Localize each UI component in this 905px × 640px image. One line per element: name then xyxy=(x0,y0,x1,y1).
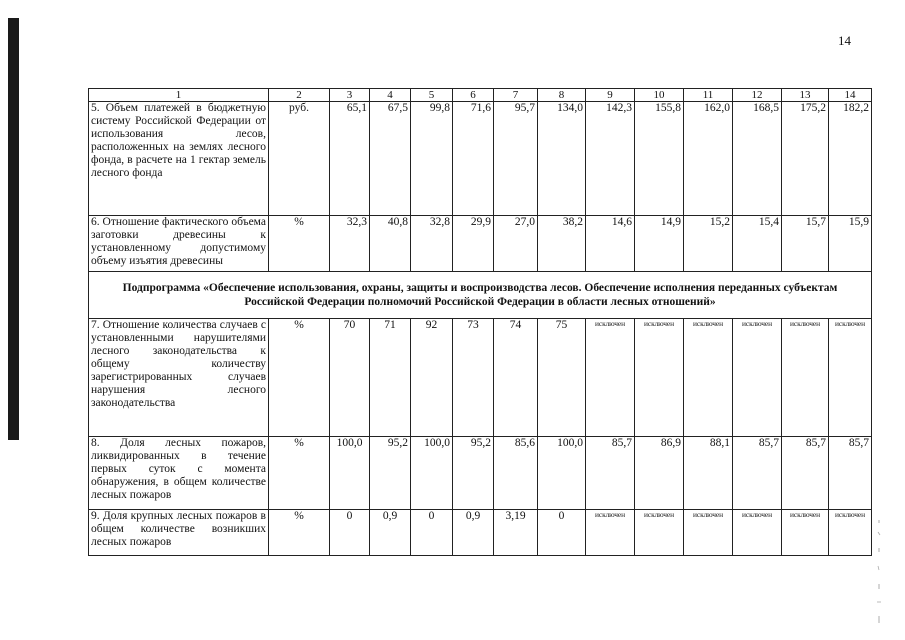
column-number: 11 xyxy=(684,89,733,102)
value-cell: 85,6 xyxy=(494,437,538,510)
value-cell: 27,0 xyxy=(494,216,538,272)
value-cell: 85,7 xyxy=(782,437,829,510)
value-cell: 0,9 xyxy=(370,510,411,556)
column-number: 10 xyxy=(635,89,684,102)
unit-cell: руб. xyxy=(269,102,330,216)
value-cell: 182,2 xyxy=(829,102,872,216)
value-cell: 85,7 xyxy=(586,437,635,510)
value-cell: 175,2 xyxy=(782,102,829,216)
value-cell: 0,9 xyxy=(453,510,494,556)
value-cell: исключен xyxy=(586,319,635,437)
value-cell: 95,2 xyxy=(370,437,411,510)
subprogram-row xyxy=(89,272,872,319)
value-cell: 71,6 xyxy=(453,102,494,216)
value-cell: 0 xyxy=(411,510,453,556)
scan-edge-bar xyxy=(8,18,19,440)
value-cell: 168,5 xyxy=(733,102,782,216)
value-cell: 29,9 xyxy=(453,216,494,272)
unit-cell: % xyxy=(269,510,330,556)
value-cell: 134,0 xyxy=(538,102,586,216)
table-row xyxy=(89,319,872,437)
value-cell: исключен xyxy=(782,510,829,556)
value-cell: 32,8 xyxy=(411,216,453,272)
value-cell: 70 xyxy=(330,319,370,437)
indicator-name: 6. Отношение фактического объема заготовки древесины к установленному допустимому объему изъятия древесины xyxy=(89,216,269,272)
value-cell: 100,0 xyxy=(330,437,370,510)
value-cell: 92 xyxy=(411,319,453,437)
value-cell: исключен xyxy=(684,319,733,437)
value-cell: исключен xyxy=(733,510,782,556)
subprogram-title: Подпрограмма «Обеспечение использования, охраны, защиты и воспроизводства лесов. Обеспечение исполнения переданных субъектам Российской Федерации полномочий Российской Федерации в области лесных отношений» xyxy=(89,272,872,319)
unit-cell: % xyxy=(269,437,330,510)
value-cell: 100,0 xyxy=(411,437,453,510)
value-cell: 85,7 xyxy=(733,437,782,510)
column-number: 6 xyxy=(453,89,494,102)
value-cell: 38,2 xyxy=(538,216,586,272)
table-row xyxy=(89,510,872,556)
value-cell: исключен xyxy=(635,510,684,556)
value-cell: 32,3 xyxy=(330,216,370,272)
value-cell: 162,0 xyxy=(684,102,733,216)
column-number: 5 xyxy=(411,89,453,102)
value-cell: 0 xyxy=(330,510,370,556)
column-number: 4 xyxy=(370,89,411,102)
value-cell: 15,9 xyxy=(829,216,872,272)
value-cell: 14,6 xyxy=(586,216,635,272)
table-row xyxy=(89,437,872,510)
value-cell: 100,0 xyxy=(538,437,586,510)
value-cell: 15,7 xyxy=(782,216,829,272)
column-number-row xyxy=(89,89,872,102)
value-cell: исключен xyxy=(733,319,782,437)
value-cell: 155,8 xyxy=(635,102,684,216)
column-number: 1 xyxy=(89,89,269,102)
value-cell: 0 xyxy=(538,510,586,556)
column-number: 3 xyxy=(330,89,370,102)
value-cell: 3,19 xyxy=(494,510,538,556)
table-row xyxy=(89,216,872,272)
table-row xyxy=(89,102,872,216)
value-cell: 40,8 xyxy=(370,216,411,272)
scan-noise-marks xyxy=(876,520,882,625)
value-cell: исключен xyxy=(635,319,684,437)
value-cell: 95,2 xyxy=(453,437,494,510)
value-cell: 71 xyxy=(370,319,411,437)
column-number: 9 xyxy=(586,89,635,102)
indicator-name: 7. Отношение количества случаев с установленными нарушителями лесного законодательства к общему количеству зарегистрированных случаев нарушения лесного законодательства xyxy=(89,319,269,437)
page-number: 14 xyxy=(838,33,851,48)
value-cell: 85,7 xyxy=(829,437,872,510)
value-cell: исключен xyxy=(586,510,635,556)
column-number: 13 xyxy=(782,89,829,102)
value-cell: 74 xyxy=(494,319,538,437)
indicators-table xyxy=(88,88,872,556)
value-cell: 67,5 xyxy=(370,102,411,216)
column-number: 12 xyxy=(733,89,782,102)
value-cell: исключен xyxy=(782,319,829,437)
column-number: 14 xyxy=(829,89,872,102)
value-cell: 99,8 xyxy=(411,102,453,216)
value-cell: 142,3 xyxy=(586,102,635,216)
value-cell: 15,4 xyxy=(733,216,782,272)
indicator-name: 5. Объем платежей в бюджетную систему Российской Федерации от использования лесов, расположенных на землях лесного фонда, в расчете на 1 гектар земель лесного фонда xyxy=(89,102,269,216)
value-cell: 86,9 xyxy=(635,437,684,510)
value-cell: 65,1 xyxy=(330,102,370,216)
column-number: 8 xyxy=(538,89,586,102)
indicator-name: 8. Доля лесных пожаров, ликвидированных в течение первых суток с момента обнаружения, в общем количестве лесных пожаров xyxy=(89,437,269,510)
indicator-name: 9. Доля крупных лесных пожаров в общем количестве возникших лесных пожаров xyxy=(89,510,269,556)
column-number: 2 xyxy=(269,89,330,102)
value-cell: исключен xyxy=(829,510,872,556)
value-cell: исключен xyxy=(684,510,733,556)
value-cell: 14,9 xyxy=(635,216,684,272)
value-cell: 73 xyxy=(453,319,494,437)
value-cell: 75 xyxy=(538,319,586,437)
value-cell: 15,2 xyxy=(684,216,733,272)
value-cell: 88,1 xyxy=(684,437,733,510)
unit-cell: % xyxy=(269,216,330,272)
value-cell: 95,7 xyxy=(494,102,538,216)
unit-cell: % xyxy=(269,319,330,437)
value-cell: исключен xyxy=(829,319,872,437)
column-number: 7 xyxy=(494,89,538,102)
